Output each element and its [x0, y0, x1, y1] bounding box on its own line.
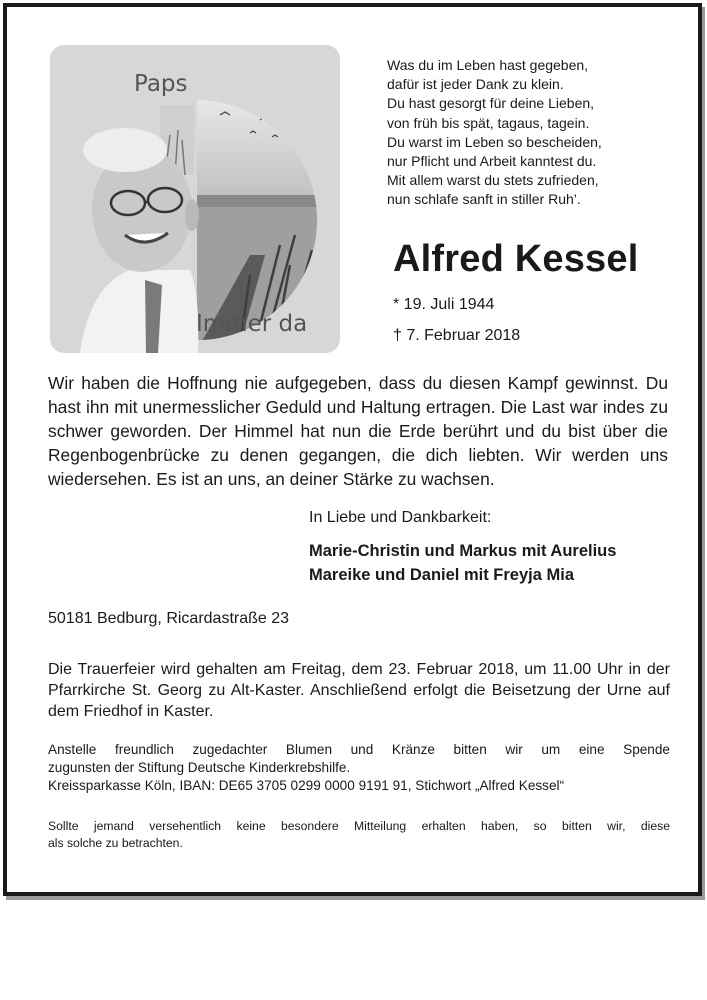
- memorial-poem: [387, 56, 667, 210]
- poem-line: Was du im Leben hast gegeben,: [387, 57, 589, 73]
- death-date: † 7. Februar 2018: [393, 327, 521, 344]
- notice-line: als solche zu betrachten.: [48, 836, 183, 850]
- poem-line: Mit allem warst du stets zufrieden,: [387, 172, 599, 189]
- family-address: 50181 Bedburg, Ricardastraße 23: [48, 610, 290, 627]
- memorial-photo: [50, 45, 340, 353]
- funeral-details: Die Trauerfeier wird gehalten am Freitag, dem 23. Februar 2018, um 11.00 Uhr in der Pfarrkirche St. Georg zu Alt-Kaster. Anschließend erfolgt die Beisetzung der Urne auf dem Friedhof in Kaster.: [48, 661, 670, 720]
- photo-caption-bottom: Immer da: [196, 311, 308, 337]
- poem-line: nur Pflicht und Arbeit kanntest du.: [387, 153, 597, 170]
- poem-line: Du warst im Leben so bescheiden,: [387, 133, 602, 150]
- donation-request: [48, 741, 670, 795]
- donation-line: zugunsten der Stiftung Deutsche Kinderkrebshilfe.: [48, 760, 351, 775]
- donation-bank-line: Kreissparkasse Köln, IBAN: DE65 3705 0299 0000 9191 91, Stichwort „Alfred Kessel“: [48, 778, 565, 793]
- poem-line: dafür ist jeder Dank zu klein.: [387, 76, 564, 93]
- poem-line: Du hast gesorgt für deine Lieben,: [387, 95, 595, 112]
- survivors-list: [309, 539, 616, 587]
- closing-phrase: In Liebe und Dankbarkeit:: [309, 509, 492, 526]
- survivor-line: Mareike und Daniel mit Freyja Mia: [309, 566, 574, 584]
- poem-line: nun schlafe sanft in stiller Ruh’.: [387, 191, 581, 208]
- poem-line: von früh bis spät, tagaus, tagein.: [387, 114, 590, 131]
- notice-line: Sollte jemand versehentlich keine besondere Mitteilung erhalten haben, so bitten wir, diese: [48, 819, 670, 833]
- notification-notice: [48, 818, 670, 852]
- donation-line: Anstelle freundlich zugedachter Blumen und Kränze bitten wir um eine Spende: [48, 742, 670, 757]
- birth-date: * 19. Juli 1944: [393, 296, 495, 313]
- memorial-collage-graphic: [50, 45, 340, 353]
- tribute-text: Wir haben die Hoffnung nie aufgegeben, dass du diesen Kampf gewinnst. Du hast ihn mit unermesslicher Geduld und Haltung ertragen. Die Last war indes zu schwer geworden. Der Himmel hat nun die Erde berührt und du bist über die Regenbogenbrücke zu denen gegangen, die dich liebten. Wir werden uns wiedersehen. Es ist an uns, an deiner Stärke zu wachsen.: [48, 373, 668, 489]
- deceased-name: Alfred Kessel: [393, 238, 639, 280]
- survivor-line: Marie-Christin und Markus mit Aurelius: [309, 542, 617, 560]
- photo-caption-top: Paps: [134, 71, 188, 97]
